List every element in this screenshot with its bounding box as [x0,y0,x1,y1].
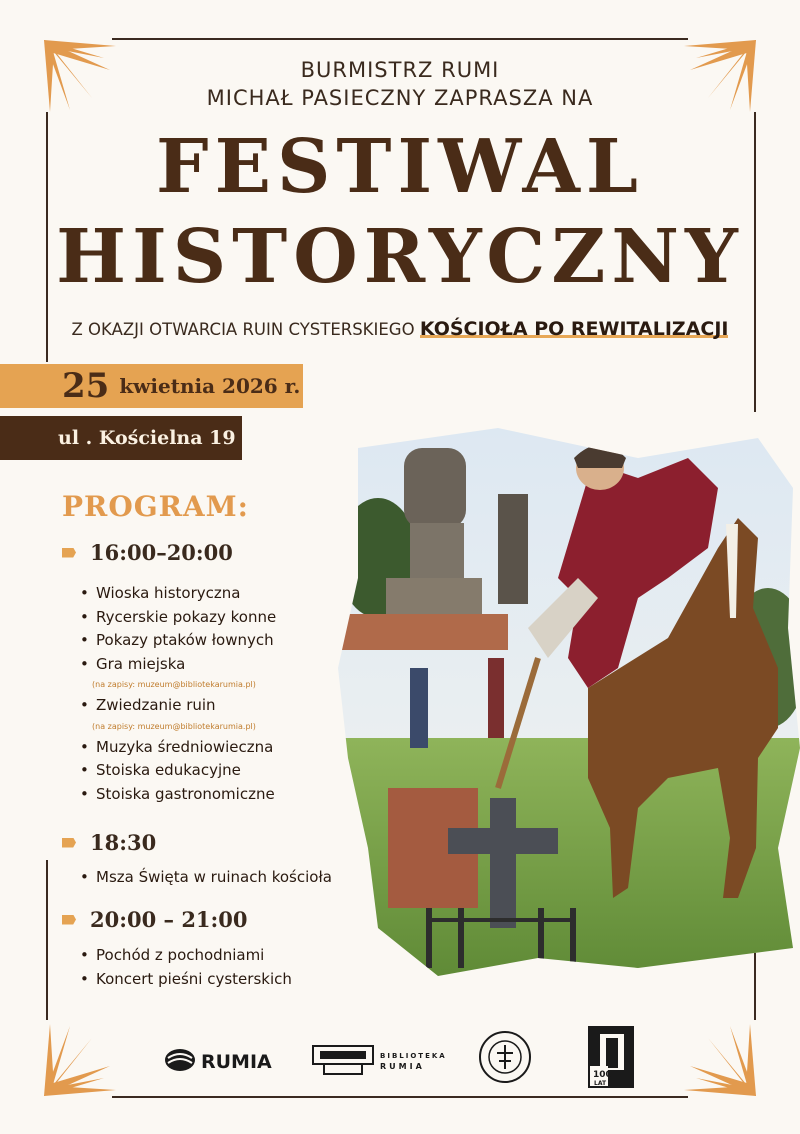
occasion-subtitle [0,318,800,340]
bullet-arrow-icon [62,548,76,558]
list-item: • Pokazy ptaków łownych [78,629,276,653]
festival-photo-collage [338,428,800,978]
occasion-prefix: Z OKAZJI OTWARCIA RUIN CYSTERSKIEGO [71,320,415,339]
festival-title-line-2: HISTORYCZNY [56,214,744,300]
rumia-logo-text: RUMIA [201,1051,272,1073]
biblioteka-logo-text-top: BIBLIOTEKA [380,1052,447,1060]
program-heading: PROGRAM: [62,490,249,523]
time-slot-label: 16:00–20:00 [90,540,233,565]
occasion-highlight: KOŚCIOŁA PO REWITALIZACJI [419,318,729,340]
list-item: • Stoiska edukacyjne [78,759,276,783]
anniversary-number: 100 [593,1070,612,1080]
time-slot-2 [62,830,156,855]
time-slot-label: 20:00 – 21:00 [90,907,248,932]
program-list-1 [78,582,276,806]
registration-note: (na zapisy: muzeum@bibliotekarumia.pl) [92,721,256,731]
biblioteka-logo-icon [313,1046,373,1074]
partner-logos [0,1022,800,1092]
time-slot-label: 18:30 [90,830,157,855]
list-item: • Stoiska gastronomiczne [78,783,276,807]
list-item: • Gra miejska [78,653,276,677]
date-banner [0,364,303,408]
bullet-arrow-icon [62,915,76,925]
program-list-3 [78,944,292,991]
frame-top-line [112,38,688,40]
time-slot-3 [62,907,248,932]
festival-title-line-1: FESTIWAL [156,124,644,210]
list-item: • Msza Święta w ruinach kościoła [78,866,332,890]
time-slot-1 [62,540,233,565]
list-item: • Zwiedzanie ruin [78,694,276,718]
registration-note: (na zapisy: muzeum@bibliotekarumia.pl) [92,680,256,689]
address-text: ul . Kościelna 19 [58,427,236,449]
list-item: • Muzyka średniowieczna [78,736,276,760]
rumia-logo-icon [165,1049,195,1071]
bullet-arrow-icon [62,838,76,848]
date-day: 25 [62,366,110,406]
date-month-year: kwietnia 2026 r. [119,374,301,398]
invitation-line-1: BURMISTRZ RUMI [300,58,500,82]
list-item: • Koncert pieśni cysterskich [78,968,292,992]
frame-bottom-line [112,1096,688,1098]
list-item: • Rycerskie pokazy konne [78,606,276,630]
seal-logo-icon [480,1032,530,1082]
list-item: • Pochód z pochodniami [78,944,292,968]
invitation-line-2: MICHAŁ PASIECZNY ZAPRASZA NA [206,86,594,110]
program-list-2 [78,866,332,890]
address-banner [0,416,242,460]
anniversary-sub: LAT [594,1080,607,1087]
biblioteka-logo-text-bottom: RUMIA [380,1062,425,1071]
frame-left-line-bottom [46,860,48,1020]
list-item: • Wioska historyczna [78,582,276,606]
